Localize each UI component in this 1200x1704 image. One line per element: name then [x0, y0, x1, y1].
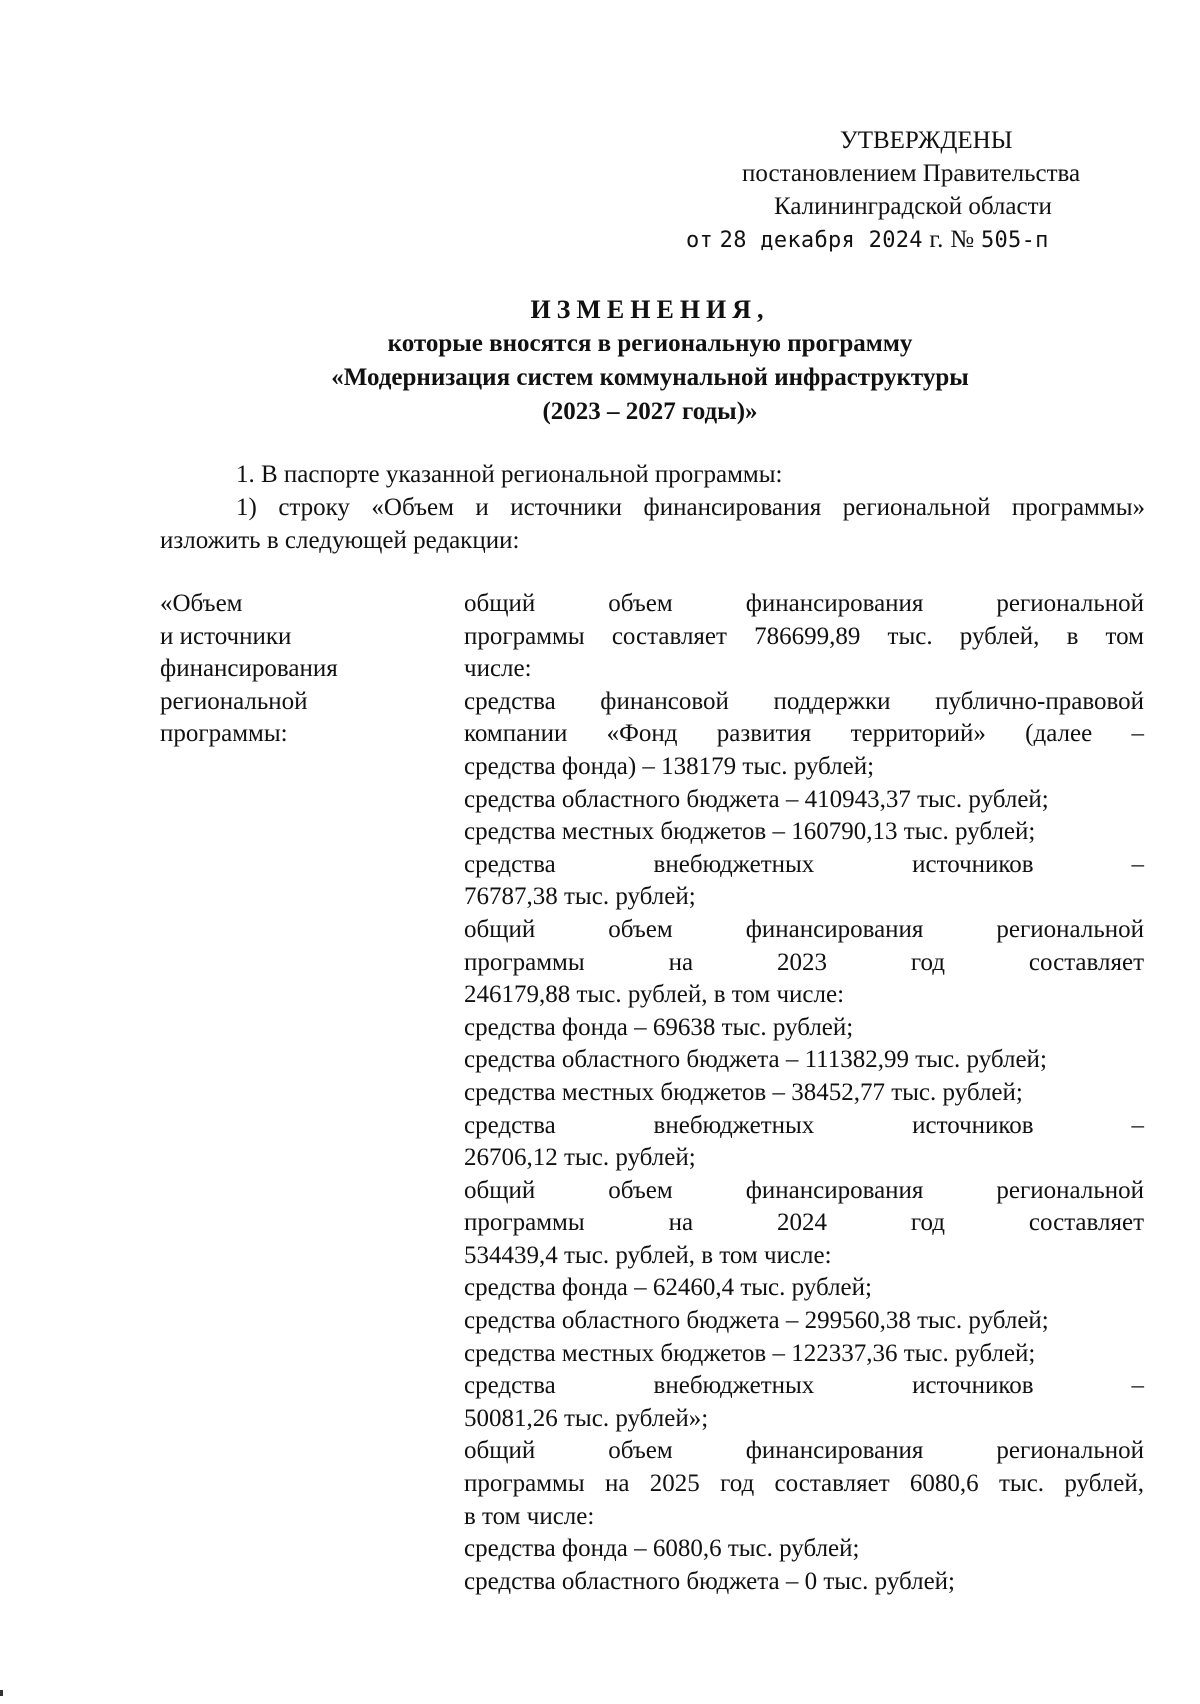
- document-heading: [160, 293, 1140, 429]
- table-value-line: средства областного бюджета – 0 тыс. рублей;: [464, 1567, 955, 1595]
- funding-table-label-column: [160, 588, 430, 751]
- table-value-line: общий объем финансирования региональной: [464, 915, 1144, 943]
- table-value-line: средства фонда – 6080,6 тыс. рублей;: [464, 1535, 860, 1563]
- table-value-line: программы на 2023 год составляет: [464, 948, 1144, 976]
- table-value-line: средства внебюджетных источников –: [464, 1372, 1144, 1400]
- table-value-line: средства областного бюджета – 111382,99 тыс. рублей;: [464, 1046, 1047, 1074]
- table-value-line: программы на 2025 год составляет 6080,6 тыс. рублей,: [464, 1470, 1144, 1498]
- table-value-line: программы составляет 786699,89 тыс. рублей, в том: [464, 622, 1144, 650]
- table-value-line: 26706,12 тыс. рублей;: [464, 1144, 696, 1172]
- heading-line-2: которые вносятся в региональную программу: [387, 330, 913, 357]
- table-value-line: общий объем финансирования региональной: [464, 1437, 1144, 1465]
- table-value-line: 534439,4 тыс. рублей, в том числе:: [464, 1241, 832, 1269]
- scan-edge-mark: [0, 1690, 3, 1696]
- table-value-line: средства фонда – 62460,4 тыс. рублей;: [464, 1274, 872, 1302]
- table-label-line: программы:: [160, 720, 288, 748]
- approval-date-mid: г. №: [929, 226, 975, 253]
- table-value-line: 76787,38 тыс. рублей;: [464, 883, 696, 911]
- funding-table-value-column: [464, 588, 1144, 1598]
- table-value-line: в том числе:: [464, 1502, 595, 1530]
- approval-region-line: Калининградской области: [774, 193, 1052, 220]
- table-value-line: средства фонда) – 138179 тыс. рублей;: [464, 752, 875, 780]
- table-label-line: и источники: [160, 622, 292, 650]
- table-value-line: средства областного бюджета – 410943,37 тыс. рублей;: [464, 785, 1049, 813]
- table-value-line: средства областного бюджета – 299560,38 тыс. рублей;: [464, 1307, 1049, 1335]
- table-value-line: средства фонда – 69638 тыс. рублей;: [464, 1013, 854, 1041]
- table-value-line: общий объем финансирования региональной: [464, 590, 1144, 617]
- table-label-line: «Объем: [160, 590, 243, 617]
- table-value-line: 246179,88 тыс. рублей, в том числе:: [464, 981, 845, 1009]
- table-label-line: финансирования: [160, 655, 338, 683]
- table-value-line: 50081,26 тыс. рублей»;: [464, 1404, 709, 1432]
- heading-line-3: «Модернизация систем коммунальной инфраструктуры: [331, 364, 969, 391]
- approval-decree-line: постановлением Правительства: [742, 160, 1081, 187]
- table-value-line: средства местных бюджетов – 38452,77 тыс. рублей;: [464, 1078, 1023, 1106]
- heading-title: ИЗМЕНЕНИЯ,: [530, 295, 770, 324]
- table-value-line: средства местных бюджетов – 122337,36 тыс. рублей;: [464, 1339, 1036, 1367]
- table-value-line: средства местных бюджетов – 160790,13 тыс. рублей;: [464, 818, 1036, 846]
- table-value-line: числе:: [464, 655, 532, 683]
- paragraph-2: 1) строку «Объем и источники финансирования региональной программы» изложить в следующей редакции:: [160, 494, 1145, 554]
- table-value-line: программы на 2024 год составляет: [464, 1209, 1144, 1237]
- table-value-line: общий объем финансирования региональной: [464, 1176, 1144, 1204]
- approval-date-value: 28 декабря 2024: [719, 228, 923, 253]
- table-value-line: средства внебюджетных источников –: [464, 1111, 1144, 1139]
- approval-block: [686, 124, 1150, 257]
- table-value-line: средства внебюджетных источников –: [464, 850, 1144, 878]
- approval-number-value: 505-п: [980, 228, 1049, 253]
- table-value-line: компании «Фонд развития территорий» (далее –: [464, 720, 1144, 748]
- approval-title: УТВЕРЖДЕНЫ: [840, 127, 1013, 154]
- approval-date-prefix: от: [686, 228, 714, 253]
- heading-line-4: (2023 – 2027 годы)»: [542, 398, 758, 425]
- paragraph-1: 1. В паспорте указанной региональной программы:: [236, 461, 783, 488]
- approval-date-line: [686, 223, 1146, 257]
- table-value-line: средства финансовой поддержки публично-правовой: [464, 687, 1144, 715]
- table-label-line: региональной: [160, 687, 308, 715]
